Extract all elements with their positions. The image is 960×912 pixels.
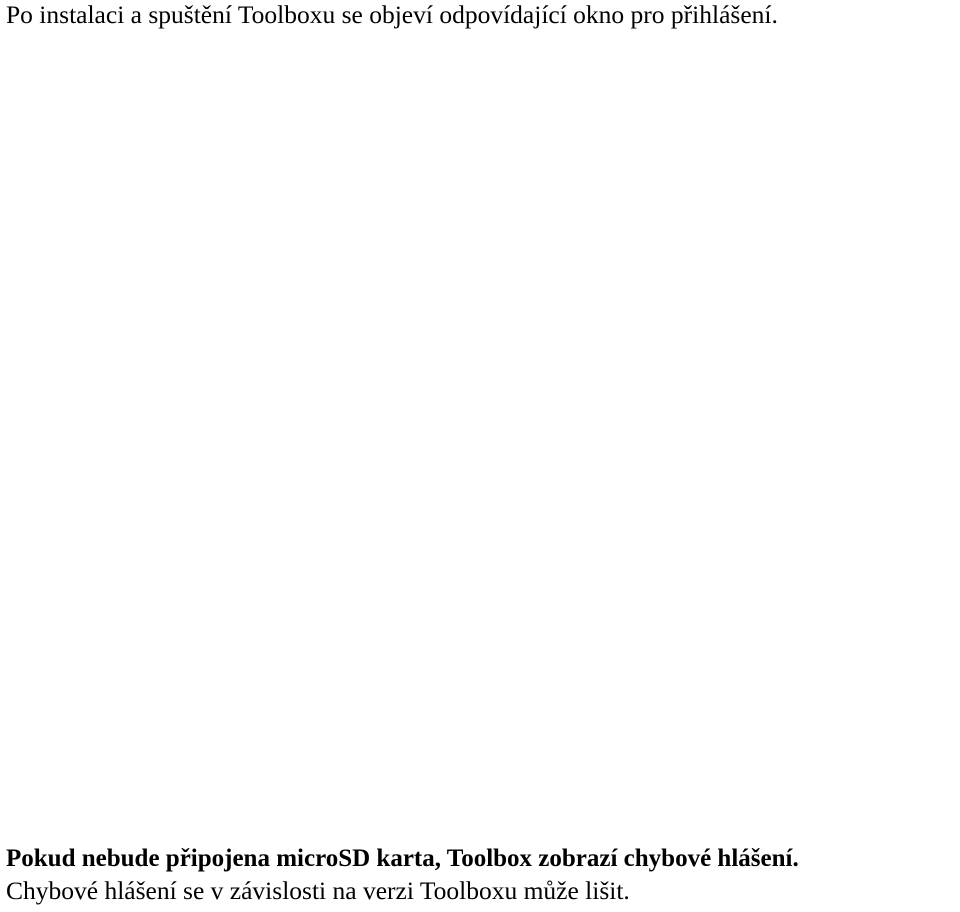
note-paragraph: Chybové hlášení se v závislosti na verzi Toolboxu může lišit. — [6, 876, 630, 905]
intro-paragraph: Po instalaci a spuštění Toolboxu se objeví odpovídající okno pro přihlášení. — [6, 0, 778, 29]
warning-paragraph: Pokud nebude připojena microSD karta, Toolbox zobrazí chybové hlášení. — [6, 845, 799, 872]
